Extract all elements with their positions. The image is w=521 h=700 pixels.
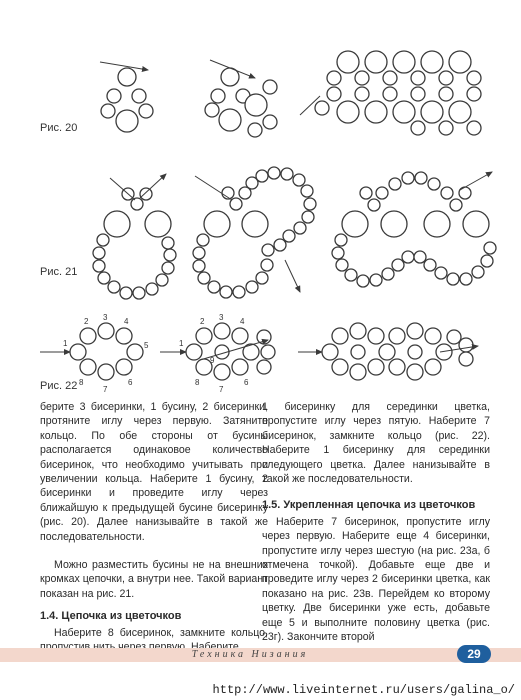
- figure-label-22: Рис. 22: [40, 380, 78, 392]
- figure-20-step-2: [205, 60, 277, 137]
- watermark-url: http://www.liveinternet.ru/users/galina_o/: [212, 683, 515, 697]
- section-heading-1-4: 1.4. Цепочка из цветочков: [40, 610, 182, 623]
- svg-text:3: 3: [103, 313, 108, 322]
- figure-label-21: Рис. 21: [40, 266, 78, 278]
- paragraph: Можно разместить бусины не на внешних кромках цепочки, а внутри нее. Такой вариант показан на рис. 21.: [40, 559, 268, 600]
- figure-21-step-1: [93, 174, 176, 299]
- figure-21-step-2: [193, 167, 316, 298]
- figure-21-step-3: [332, 172, 496, 287]
- figure-20-step-3: [300, 51, 481, 135]
- svg-text:6: 6: [128, 378, 133, 387]
- svg-text:9: 9: [210, 356, 215, 365]
- svg-text:2: 2: [84, 317, 89, 326]
- svg-text:5: 5: [144, 341, 149, 350]
- svg-text:1: 1: [63, 339, 68, 348]
- paragraph: берите 3 бисеринки, 1 бусину, 2 бисеринки, протяните иглу через первую. Затяните кольцо. По обе стороны от бусины располагается одинаковое количество бисеринок, что необходимо учитывать при увеличении кольца. Наберите 1 бусину, 2 бисеринки и проведите иглу через ближайшую к предыдущей бусине бисеринку (рис. 20). Далее нанизывайте в такой же последовательности.: [40, 401, 268, 543]
- figure-22-step-2: [160, 313, 275, 394]
- paragraph: Наберите 8 бисеринок, замкните кольцо,: [54, 626, 268, 639]
- paragraph: 1 бисеринку для серединки цветка, пропустите иглу через пятую. Наберите 7 бисеринок, замкните кольцо (рис. 22). Наберите 1 бисеринку для серединки следующего цветка. Далее нанизывайте в такой же последовательности.: [262, 401, 490, 486]
- right-column: [262, 400, 490, 645]
- footer-band: [0, 648, 521, 662]
- svg-text:1: 1: [179, 339, 184, 348]
- svg-text:2: 2: [200, 317, 205, 326]
- figure-label-20: Рис. 20: [40, 122, 78, 134]
- svg-text:4: 4: [240, 317, 245, 326]
- figure-20-step-1: [100, 62, 153, 132]
- svg-text:6: 6: [244, 378, 249, 387]
- figure-22-step-3: [298, 323, 478, 380]
- page-number: 29: [457, 645, 491, 663]
- left-column: [40, 400, 268, 655]
- svg-text:4: 4: [124, 317, 129, 326]
- svg-text:7: 7: [219, 385, 224, 394]
- svg-text:8: 8: [79, 378, 84, 387]
- section-heading-1-5: 1.5. Укрепленная цепочка из цветочков: [262, 499, 476, 512]
- paragraph: Наберите 7 бисеринок, пропустите иглу через первую. Наберите еще 4 бисеринки, пропустите иглу через шестую (на рис. 23а, б отмечена точкой). Добавьте еще две и проведите иглу через 2 бисеринки цветка, как показано на рис. 23в. Перейдем ко второму цветку. Две бисеринки уже есть, добавьте еще 5 и выполните половину цветка (рис. 23г). Закончите второй: [262, 515, 490, 644]
- footer-title: Техника Низания: [191, 649, 309, 660]
- figure-22-step-1: [40, 313, 149, 394]
- svg-text:7: 7: [103, 385, 108, 394]
- svg-text:3: 3: [219, 313, 224, 322]
- svg-text:8: 8: [195, 378, 200, 387]
